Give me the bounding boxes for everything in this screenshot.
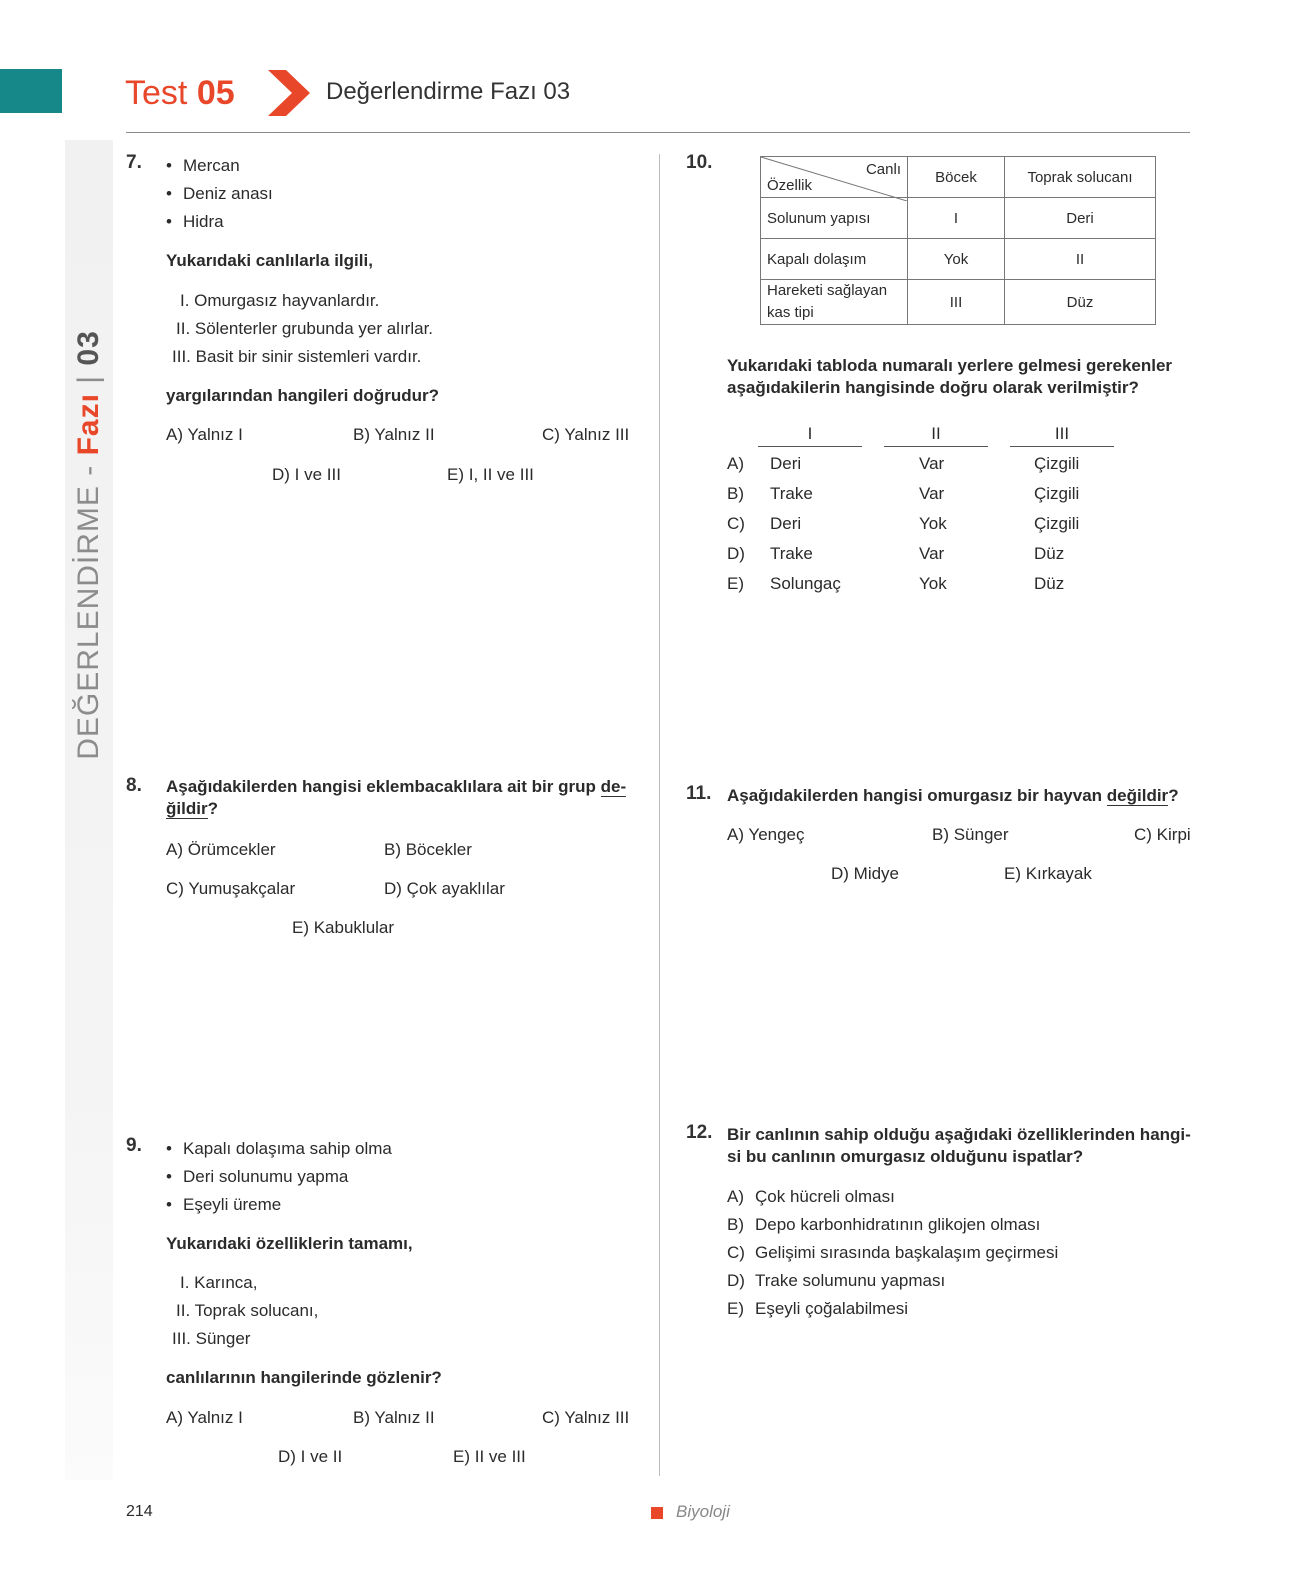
side-fazi: Fazı	[72, 393, 105, 456]
table-row-label-line: kas tipi	[767, 304, 814, 321]
q9-option-c[interactable]: C) Yalnız III	[542, 1408, 630, 1427]
q7-number: 7.	[126, 152, 142, 173]
q10-table	[760, 156, 1156, 325]
table-cell: I	[908, 198, 1005, 239]
q8-stem-text: Aşağıdakilerden hangisi eklembacaklılara ait bir grup	[166, 777, 601, 796]
page-number: 214	[126, 1503, 153, 1520]
option-letter: E)	[727, 1299, 744, 1318]
q10-option-c[interactable]: C)	[727, 514, 745, 533]
q8-stem-negation: de-	[600, 777, 627, 796]
q10-answer-value: Deri	[770, 454, 802, 473]
q7-statement: III. Basit bir sinir sistemleri vardır.	[172, 347, 422, 366]
q9-bullet: • Deri solunumu yapma	[183, 1167, 348, 1187]
q10-answer-value: Var	[919, 484, 945, 503]
answer-col-header: I	[758, 424, 862, 447]
option-letter: C)	[727, 1243, 745, 1262]
q8-stem	[166, 777, 626, 797]
q10-answer-value: Düz	[1034, 574, 1065, 593]
q10-answer-value: Trake	[770, 544, 813, 563]
q9-option-a[interactable]: A) Yalnız I	[166, 1408, 243, 1427]
test-number: 05	[196, 74, 235, 112]
q12-stem: Bir canlının sahip olduğu aşağıdaki özelliklerinden hangi-	[727, 1125, 1191, 1144]
table-header: Toprak solucanı	[1005, 157, 1156, 198]
q8-option-e[interactable]: E) Kabuklular	[292, 918, 395, 937]
q7-option-d[interactable]: D) I ve III	[272, 465, 341, 484]
q12-option-d[interactable]	[727, 1271, 946, 1291]
q12-option-b[interactable]	[727, 1215, 1041, 1235]
side-prefix: DEĞERLENDİRME -	[72, 464, 105, 760]
q9-bullet: • Kapalı dolaşıma sahip olma	[183, 1139, 392, 1159]
q10-answer-value: Yok	[919, 574, 947, 593]
q10-answer-value: Var	[919, 454, 945, 473]
q7-stem: Yukarıdaki canlılarla ilgili,	[166, 251, 373, 270]
option-text: Çok hücreli olması	[755, 1187, 895, 1206]
page-subtitle: Değerlendirme Fazı 03	[326, 78, 571, 105]
q10-answer-value: Deri	[770, 514, 802, 533]
q8-number: 8.	[126, 775, 142, 796]
q12-option-a[interactable]	[727, 1187, 895, 1207]
q8-option-c[interactable]: C) Yumuşakçalar	[166, 879, 296, 898]
header-tab	[0, 69, 62, 113]
q10-answer-value: Çizgili	[1034, 484, 1080, 503]
table-corner	[761, 157, 908, 198]
q9-statement: III. Sünger	[172, 1329, 251, 1348]
q12-stem: si bu canlının omurgasız olduğunu ispatlar?	[727, 1147, 1084, 1166]
q7-bullet: • Deniz anası	[183, 184, 273, 204]
q7-bullet: • Hidra	[183, 212, 224, 232]
q11-stem-negation: değildir	[1106, 786, 1169, 805]
q8-stem-cont	[166, 799, 218, 819]
q10-number: 10.	[686, 152, 713, 173]
q9-option-d[interactable]: D) I ve II	[278, 1447, 343, 1466]
option-text: Trake solumunu yapması	[755, 1271, 946, 1290]
table-cell: Yok	[908, 239, 1005, 280]
option-letter: B)	[727, 1215, 744, 1234]
q7-bullet: • Mercan	[183, 156, 240, 176]
header-divider	[126, 132, 1190, 133]
square-icon	[651, 1507, 663, 1519]
q10-answer-value: Yok	[919, 514, 947, 533]
table-row-label: Solunum yapısı	[761, 198, 908, 239]
q12-option-c[interactable]	[727, 1243, 1059, 1263]
answer-col-header: III	[1010, 424, 1114, 447]
table-cell: Düz	[1005, 280, 1156, 325]
table-cell: III	[908, 280, 1005, 325]
column-divider	[659, 154, 660, 1476]
q12-option-e[interactable]	[727, 1299, 909, 1319]
chevron-right-icon	[268, 70, 310, 116]
subject-label: Biyoloji	[676, 1502, 730, 1521]
q9-statement: I. Karınca,	[180, 1273, 258, 1292]
q7-option-b[interactable]: B) Yalnız II	[353, 425, 435, 444]
side-number: 03	[72, 330, 105, 366]
q7-option-c[interactable]: C) Yalnız III	[542, 425, 630, 444]
test-word: Test	[125, 74, 188, 112]
q11-option-c[interactable]: C) Kirpi	[1134, 825, 1191, 844]
table-row-label: Kapalı dolaşım	[761, 239, 908, 280]
q10-answer-value: Çizgili	[1034, 454, 1080, 473]
q9-stem: Yukarıdaki özelliklerin tamamı,	[166, 1234, 413, 1253]
option-text: Eşeyli çoğalabilmesi	[755, 1299, 909, 1318]
q10-option-b[interactable]: B)	[727, 484, 744, 503]
q10-answer-value: Trake	[770, 484, 813, 503]
option-text: Depo karbonhidratının glikojen olması	[755, 1215, 1041, 1234]
q9-question: canlılarının hangilerinde gözlenir?	[166, 1368, 442, 1387]
table-cell: II	[1005, 239, 1156, 280]
corner-top-label: Canlı	[865, 161, 901, 178]
q8-option-a[interactable]: A) Örümcekler	[166, 840, 276, 859]
q11-stem	[727, 786, 1179, 806]
q9-bullet: • Eşeyli üreme	[183, 1195, 281, 1215]
q9-option-e[interactable]: E) II ve III	[453, 1447, 526, 1466]
q9-statement: II. Toprak solucanı,	[176, 1301, 319, 1320]
q10-stem: aşağıdakilerin hangisinde doğru olarak verilmiştir?	[727, 378, 1139, 397]
q11-option-d[interactable]: D) Midye	[831, 864, 900, 883]
q11-number: 11.	[686, 783, 712, 804]
q10-answer-value: Düz	[1034, 544, 1065, 563]
corner-bottom-label: Özellik	[767, 177, 813, 194]
q11-stem-text: Aşağıdakilerden hangisi omurgasız bir hayvan	[727, 786, 1107, 805]
option-text: Gelişimi sırasında başkalaşım geçirmesi	[755, 1243, 1059, 1262]
side-label	[72, 330, 106, 760]
q7-statement: I. Omurgasız hayvanlardır.	[180, 291, 380, 310]
table-row-label	[761, 280, 908, 325]
side-sep: |	[72, 374, 105, 384]
q10-answer-value: Solungaç	[770, 574, 841, 593]
table-row-label-line: Hareketi sağlayan	[767, 282, 888, 299]
q7-question: yargılarından hangileri doğrudur?	[166, 386, 439, 405]
q10-answer-value: Çizgili	[1034, 514, 1080, 533]
q10-option-d[interactable]: D)	[727, 544, 745, 563]
q7-option-e[interactable]: E) I, II ve III	[447, 465, 534, 484]
q7-statement: II. Sölenterler grubunda yer alırlar.	[176, 319, 434, 338]
q10-answer-value: Var	[919, 544, 945, 563]
q9-number: 9.	[126, 1135, 142, 1156]
option-letter: D)	[727, 1271, 745, 1290]
table-header: Böcek	[908, 157, 1005, 198]
q10-option-e[interactable]: E)	[727, 574, 744, 593]
answer-col-header: II	[884, 424, 988, 447]
q8-option-d[interactable]: D) Çok ayaklılar	[384, 879, 505, 898]
test-title	[125, 74, 235, 113]
q11-option-b[interactable]: B) Sünger	[932, 825, 1009, 844]
q12-number: 12.	[686, 1122, 713, 1143]
q9-option-b[interactable]: B) Yalnız II	[353, 1408, 435, 1427]
table-cell: Deri	[1005, 198, 1156, 239]
q11-option-e[interactable]: E) Kırkayak	[1004, 864, 1092, 883]
q10-stem: Yukarıdaki tabloda numaralı yerlere gelmesi gerekenler	[727, 356, 1173, 375]
q10-option-a[interactable]: A)	[727, 454, 744, 473]
q8-stem-negation: ğildir	[166, 799, 208, 818]
option-letter: A)	[727, 1187, 744, 1206]
q8-option-b[interactable]: B) Böcekler	[384, 840, 472, 859]
q11-option-a[interactable]: A) Yengeç	[727, 825, 805, 844]
q7-option-a[interactable]: A) Yalnız I	[166, 425, 243, 444]
q8-stem-qmark: ?	[207, 799, 218, 818]
q11-stem-qmark: ?	[1168, 786, 1179, 805]
